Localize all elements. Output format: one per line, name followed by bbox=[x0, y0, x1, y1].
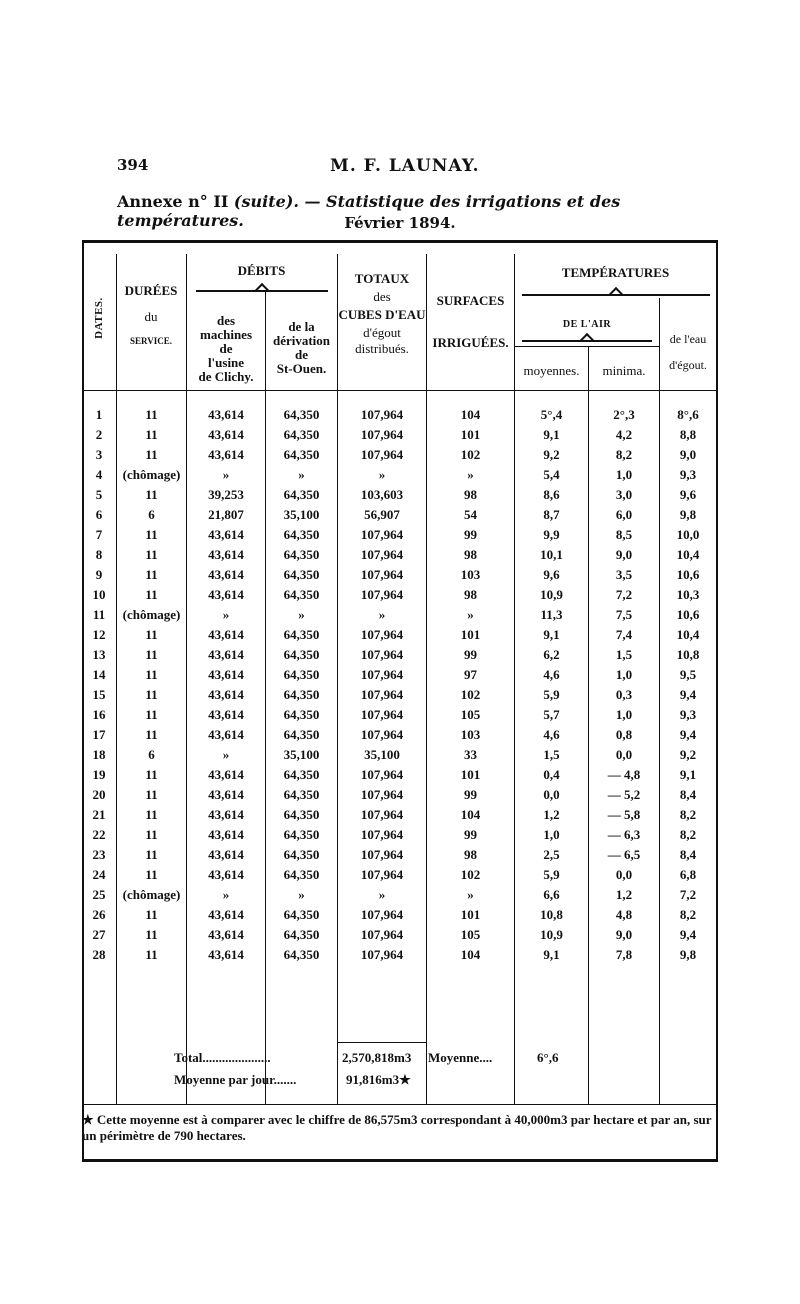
table-row: 13 11 43,614 64,350 107,964 99 6,2 1,5 10,8 bbox=[92, 647, 700, 662]
table-row: 10 11 43,614 64,350 107,964 98 10,9 7,2 10,3 bbox=[92, 587, 700, 602]
moyenne-value: 6°,6 bbox=[537, 1050, 559, 1065]
temperatures-brace bbox=[522, 294, 710, 302]
header-clichy: des machines de l'usine de Clichy. bbox=[198, 313, 254, 384]
annexe-subject: — Statistique des irrigations et des températures. bbox=[117, 192, 621, 230]
header-eau-egout: de l'eau d'égout. bbox=[669, 332, 707, 372]
table-row: 22 11 43,614 64,350 107,964 99 1,0 — 6,3 8,2 bbox=[92, 827, 697, 842]
moyenne-label: Moyenne.... bbox=[428, 1050, 493, 1065]
table-row: 16 11 43,614 64,350 107,964 105 5,7 1,0 9,3 bbox=[92, 707, 697, 722]
header-divider bbox=[82, 390, 718, 391]
table-row: 17 11 43,614 64,350 107,964 103 4,6 0,8 9,4 bbox=[92, 727, 697, 742]
table-row: 14 11 43,614 64,350 107,964 97 4,6 1,0 9,5 bbox=[92, 667, 697, 682]
table-row: 20 11 43,614 64,350 107,964 99 0,0 — 5,2 8,4 bbox=[92, 787, 697, 802]
table-row: 8 11 43,614 64,350 107,964 98 10,1 9,0 10,4 bbox=[95, 547, 700, 562]
header-durees: DURÉES du SERVICE. bbox=[124, 283, 178, 346]
table-row: 23 11 43,614 64,350 107,964 98 2,5 — 6,5 8,4 bbox=[92, 847, 697, 862]
table-row: 19 11 43,614 64,350 107,964 101 0,4 — 4,8 9,1 bbox=[92, 767, 697, 782]
header-de-lair: DE L'AIR bbox=[562, 319, 612, 330]
moyenne-jour-label: Moyenne par jour....... bbox=[174, 1072, 297, 1087]
header-totaux: TOTAUX des CUBES D'EAU d'égout distribués. bbox=[338, 271, 426, 356]
table-row: 6 6 21,807 35,100 56,907 54 8,7 6,0 9,8 bbox=[95, 507, 697, 522]
month-heading: Février 1894. bbox=[344, 214, 456, 232]
table-row: 9 11 43,614 64,350 107,964 103 9,6 3,5 10,6 bbox=[95, 567, 700, 582]
table-row: 4 (chômage) » » » » 5,4 1,0 9,3 bbox=[95, 467, 697, 482]
footnote-divider bbox=[82, 1104, 718, 1105]
table-row: 7 11 43,614 64,350 107,964 99 9,9 8,5 10,0 bbox=[95, 527, 700, 542]
debits-brace bbox=[196, 290, 328, 298]
statistics-table bbox=[82, 240, 718, 1162]
table-top-rule bbox=[82, 240, 718, 243]
table-row: 3 11 43,614 64,350 107,964 102 9,2 8,2 9,0 bbox=[95, 447, 697, 462]
table-row: 28 11 43,614 64,350 107,964 104 9,1 7,8 9,8 bbox=[92, 947, 697, 962]
header-debits: DÉBITS bbox=[237, 263, 286, 278]
table-row: 24 11 43,614 64,350 107,964 102 5,9 0,0 6,8 bbox=[92, 867, 697, 882]
table-row: 5 11 39,253 64,350 103,603 98 8,6 3,0 9,6 bbox=[95, 487, 697, 502]
total-rule bbox=[338, 1042, 426, 1043]
table-row: 18 6 » 35,100 35,100 33 1,5 0,0 9,2 bbox=[92, 747, 697, 762]
moyenne-jour-value: 91,816m3★ bbox=[346, 1072, 411, 1087]
header-surfaces: SURFACES IRRIGUÉES. bbox=[432, 293, 509, 350]
total-label: Total..................... bbox=[174, 1050, 271, 1065]
author-name: M. F. LAUNAY. bbox=[330, 156, 480, 176]
table-row: 12 11 43,614 64,350 107,964 101 9,1 7,4 10,4 bbox=[92, 627, 700, 642]
table-bottom-rule bbox=[82, 1159, 718, 1162]
table-row: 11 (chômage) » » » » 11,3 7,5 10,6 bbox=[92, 607, 700, 622]
air-brace bbox=[522, 340, 652, 348]
page-number: 394 bbox=[117, 156, 149, 174]
table-row: 15 11 43,614 64,350 107,964 102 5,9 0,3 9,4 bbox=[92, 687, 697, 702]
running-header bbox=[0, 156, 800, 180]
footnote: ★ Cette moyenne est à comparer avec le chiffre de 86,575m3 correspondant à 40,000m3 par hectare et par an, sur un périmètre de 790 hectares. bbox=[82, 1112, 712, 1143]
table-row: 27 11 43,614 64,350 107,964 105 10,9 9,0 9,4 bbox=[92, 927, 697, 942]
annexe-prefix: Annexe n° II bbox=[117, 192, 229, 211]
annexe-suite: (suite). bbox=[233, 192, 299, 211]
header-saint-ouen: de la dérivation de St-Ouen. bbox=[272, 319, 331, 376]
table-row: 26 11 43,614 64,350 107,964 101 10,8 4,8 8,2 bbox=[92, 907, 697, 922]
header-moyennes: moyennes. bbox=[523, 363, 580, 378]
header-minima: minima. bbox=[602, 363, 646, 378]
table-row: 25 (chômage) » » » » 6,6 1,2 7,2 bbox=[92, 887, 697, 902]
table-row: 1 11 43,614 64,350 107,964 104 5°,4 2°,3 8°,6 bbox=[95, 407, 699, 422]
table-row: 2 11 43,614 64,350 107,964 101 9,1 4,2 8,8 bbox=[95, 427, 697, 442]
total-value: 2,570,818m3 bbox=[342, 1050, 412, 1065]
header-temperatures: TEMPÉRATURES bbox=[561, 265, 670, 280]
header-dates: DATES. bbox=[93, 297, 105, 339]
table-row: 21 11 43,614 64,350 107,964 104 1,2 — 5,8 8,2 bbox=[92, 807, 697, 822]
